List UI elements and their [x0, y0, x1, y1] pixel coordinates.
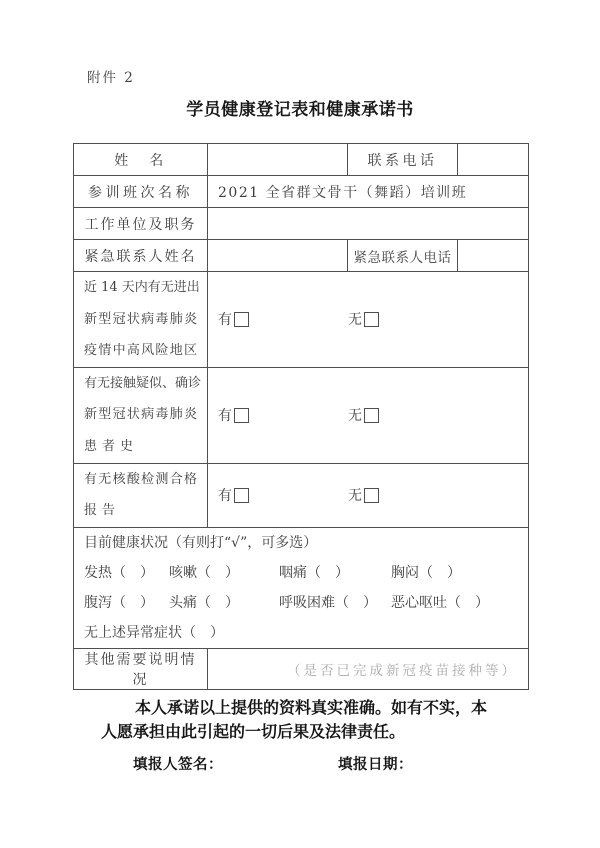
class-name-label: 参训班次名称 — [74, 176, 208, 208]
table-row-risk-area — [74, 272, 529, 368]
other-info-input[interactable]: （是否已完成新冠疫苗接种等） — [208, 648, 529, 689]
health-status-heading: 目前健康状况（有则打“√”，可多选） — [84, 534, 318, 551]
emergency-name-label: 紧急联系人姓名 — [74, 240, 208, 272]
contact-history-question-line: 患者史 — [84, 438, 139, 454]
table-row-name — [74, 144, 529, 176]
symptom-nausea-vomiting[interactable]: 恶心呕吐（ ） — [391, 594, 489, 611]
symptom-cough[interactable]: 咳嗽（ ） — [169, 564, 239, 581]
contact-history-choice-line — [218, 399, 518, 431]
health-form-table — [73, 143, 529, 690]
contact-history-choices — [208, 367, 529, 463]
risk-area-yes-label: 有 — [218, 312, 232, 329]
contact-history-question-line: 新型冠状病毒肺炎 — [84, 407, 197, 423]
work-unit-input[interactable] — [208, 208, 529, 240]
table-row-work-unit — [74, 208, 529, 240]
contact-phone-input[interactable] — [458, 144, 529, 176]
contact-history-yes-checkbox[interactable] — [234, 408, 249, 423]
symptom-fever[interactable]: 发热（ ） — [84, 564, 154, 581]
risk-area-question-line: 近 14 天内有无进出 — [84, 280, 200, 295]
nucleic-test-question-line: 报告 — [84, 503, 121, 519]
nucleic-test-yes-checkbox[interactable] — [234, 488, 249, 503]
symptom-diarrhea[interactable]: 腹泻（ ） — [84, 594, 154, 611]
nucleic-test-question-label — [74, 463, 208, 527]
health-status-cell — [74, 527, 529, 648]
nucleic-test-choice-line — [218, 479, 518, 511]
class-name-value: 2021 全省群文骨干（舞蹈）培训班 — [208, 176, 529, 208]
commitment-text: 本人承诺以上提供的资料真实准确。如有不实，本人愿承担由此引起的一切后果及法律责任。 — [101, 700, 488, 741]
contact-history-question-line: 有无接触疑似、确诊 — [84, 375, 202, 391]
risk-area-yes-checkbox[interactable] — [234, 312, 249, 327]
nucleic-test-choices — [208, 463, 529, 527]
symptom-row — [84, 558, 518, 588]
contact-history-no-checkbox[interactable] — [364, 408, 379, 423]
symptom-chest-tightness[interactable]: 胸闷（ ） — [391, 564, 461, 581]
risk-area-no-label: 无 — [348, 312, 362, 329]
nucleic-test-yes-label: 有 — [218, 488, 232, 505]
symptom-sore-throat[interactable]: 咽痛（ ） — [279, 564, 349, 581]
symptom-row — [84, 588, 518, 618]
table-row-health-status — [74, 527, 529, 648]
risk-area-question-line: 新型冠状病毒肺炎 — [84, 311, 197, 327]
risk-area-no-checkbox[interactable] — [364, 312, 379, 327]
table-row-emergency-contact — [74, 240, 529, 272]
symptom-headache[interactable]: 头痛（ ） — [169, 594, 239, 611]
emergency-phone-label: 紧急联系人电话 — [348, 240, 458, 272]
contact-history-no-label: 无 — [348, 408, 362, 425]
work-unit-label: 工作单位及职务 — [74, 208, 208, 240]
nucleic-test-no-label: 无 — [348, 488, 362, 505]
contact-phone-label: 联系电话 — [348, 144, 458, 176]
table-row-nucleic-test — [74, 463, 529, 527]
nucleic-test-no-checkbox[interactable] — [364, 488, 379, 503]
name-label: 姓 名 — [74, 144, 208, 176]
emergency-phone-input[interactable] — [458, 240, 529, 272]
symptom-none-option[interactable]: 无上述异常症状（ ） — [84, 624, 224, 641]
risk-area-choices — [208, 272, 529, 368]
symptom-breathing-difficulty[interactable]: 呼吸困难（ ） — [279, 594, 377, 611]
contact-history-yes-label: 有 — [218, 408, 232, 425]
table-row-other-info — [74, 648, 529, 689]
table-row-contact-history — [74, 367, 529, 463]
name-input[interactable] — [208, 144, 348, 176]
attachment-label: 附件 2 — [87, 70, 135, 86]
emergency-name-input[interactable] — [208, 240, 348, 272]
other-info-label: 其他需要说明情况 — [74, 648, 208, 689]
page-title: 学员健康登记表和健康承诺书 — [186, 100, 414, 120]
fill-date-label: 填报日期： — [338, 757, 413, 773]
risk-area-question-line: 疫情中高风险地区 — [84, 343, 197, 359]
filler-signature-label: 填报人签名： — [133, 757, 223, 773]
table-row-class — [74, 176, 529, 208]
contact-history-question-label — [74, 367, 208, 463]
risk-area-choice-line — [218, 303, 518, 335]
nucleic-test-question-line: 有无核酸检测合格 — [84, 471, 197, 487]
risk-area-question-label — [74, 272, 208, 368]
